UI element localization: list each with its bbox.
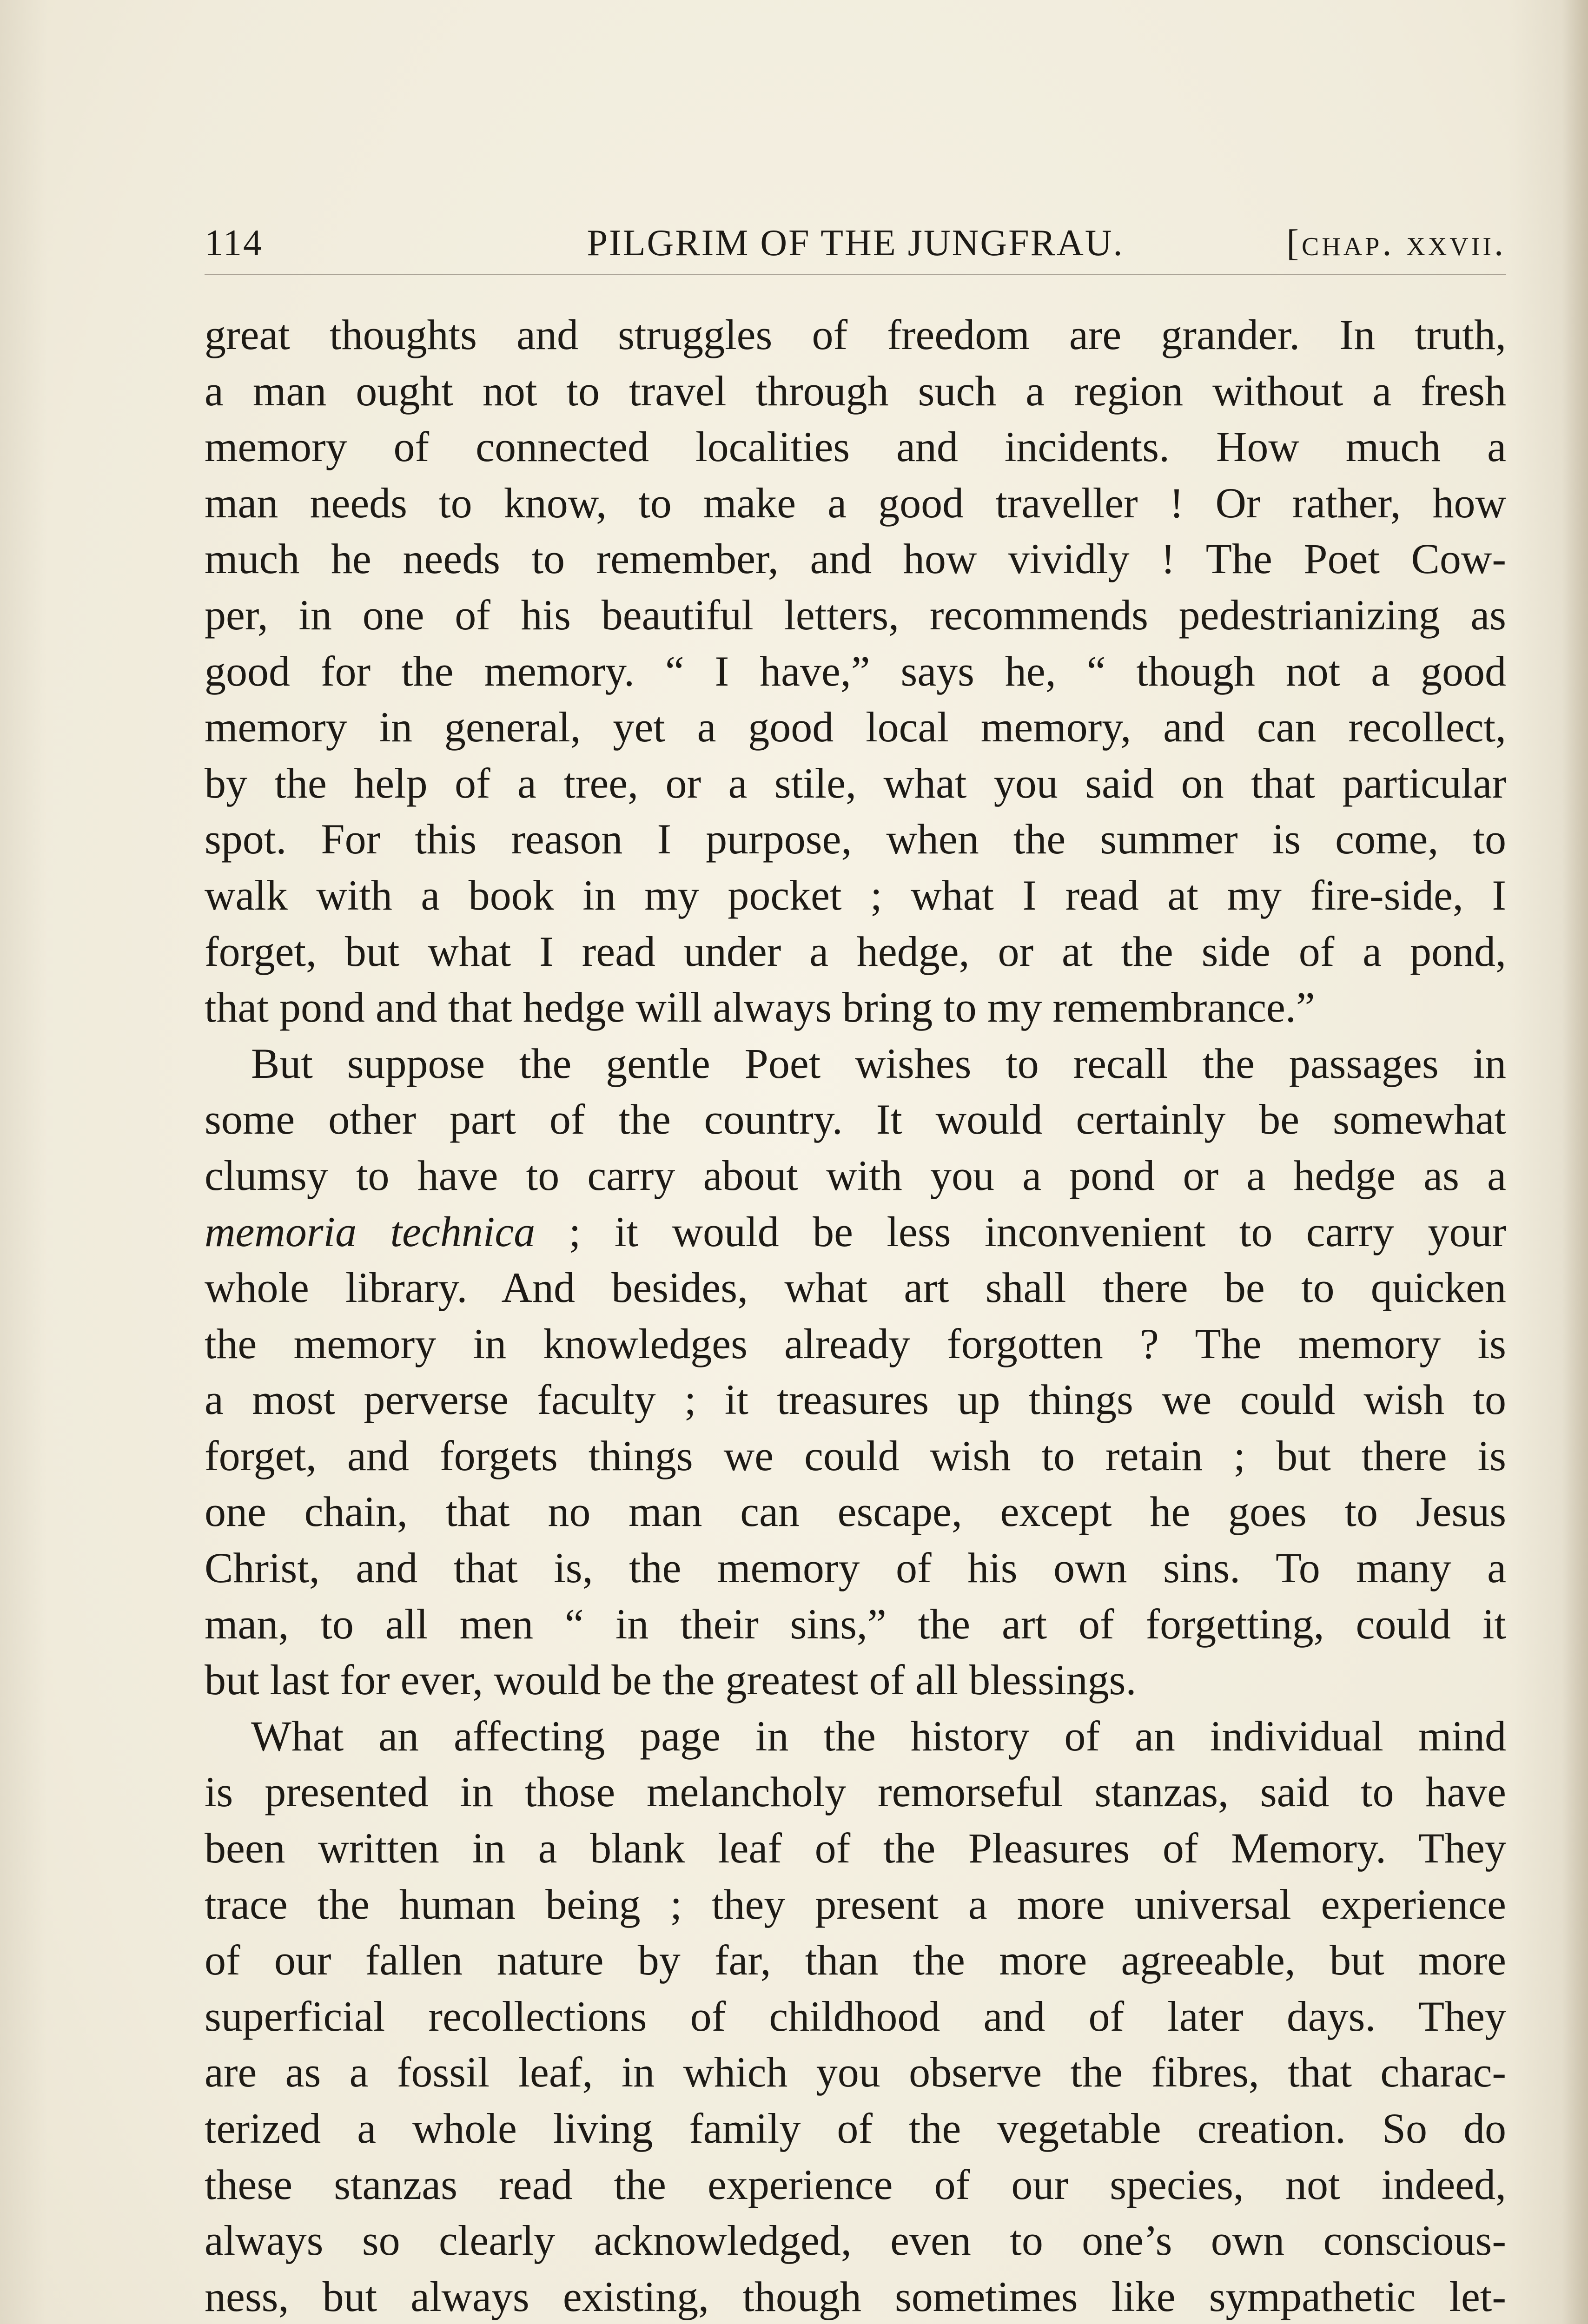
text-line: a most perverse faculty ; it treasures up things we could wish to: [205, 1376, 1506, 1424]
text-line: of our fallen nature by far, than the more agreeable, but more: [205, 1936, 1506, 1984]
book-title: PILGRIM OF THE JUNGFRAU.: [587, 223, 1124, 264]
text-line: that pond and that hedge will always bring to my remembrance.”: [205, 984, 1315, 1031]
text-line: forget, and forgets things we could wish to retain ; but there is: [205, 1432, 1506, 1479]
page-number: 114: [205, 223, 264, 264]
text-line: ness, but always existing, though sometimes like sympathetic let-: [205, 2272, 1506, 2320]
text-line: What an affecting page in the history of an individual mind: [251, 1712, 1506, 1760]
text-line: is presented in those melancholy remorseful stanzas, said to have: [205, 1768, 1506, 1816]
running-head: [205, 222, 1506, 269]
header-rule: [205, 274, 1506, 275]
paragraph: [205, 1036, 1506, 1708]
text-line: always so clearly acknowledged, even to one’s own conscious-: [205, 2217, 1506, 2265]
text-line: superficial recollections of childhood and of later days. They: [205, 1992, 1506, 2040]
text-line: but last for ever, would be the greatest of all blessings.: [205, 1656, 1137, 1704]
text-line: a man ought not to travel through such a region without a fresh: [205, 367, 1506, 415]
text-line: much he needs to remember, and how vividly ! The Poet Cow-: [205, 535, 1506, 583]
page-edge-shadow: [1562, 0, 1588, 2324]
chapter-reference: [chap. xxvii.: [1286, 223, 1506, 264]
text-line: great thoughts and struggles of freedom are grander. In truth,: [205, 311, 1506, 358]
text-line: memoria technica ; it would be less inconvenient to carry your: [205, 1208, 1506, 1255]
text-line: terized a whole living family of the vegetable creation. So do: [205, 2105, 1506, 2152]
text-line: memory of connected localities and incidents. How much a: [205, 423, 1506, 471]
text-line: whole library. And besides, what art shall there be to quicken: [205, 1264, 1506, 1312]
text-line: man, to all men “ in their sins,” the art of forgetting, could it: [205, 1600, 1506, 1648]
text-line: some other part of the country. It would certainly be somewhat: [205, 1096, 1506, 1143]
text-line: by the help of a tree, or a stile, what you said on that particular: [205, 759, 1506, 807]
text-line: memory in general, yet a good local memory, and can recollect,: [205, 703, 1506, 751]
text-line: good for the memory. “ I have,” says he, “ though not a good: [205, 647, 1506, 695]
body-text: [205, 307, 1506, 2324]
text-line: Christ, and that is, the memory of his own sins. To many a: [205, 1544, 1506, 1592]
paragraph: [205, 307, 1506, 1036]
text-line: trace the human being ; they present a more universal experience: [205, 1880, 1506, 1928]
text-line: these stanzas read the experience of our species, not indeed,: [205, 2160, 1506, 2208]
text-line: per, in one of his beautiful letters, recommends pedestrianizing as: [205, 591, 1506, 639]
italic-phrase: memoria technica: [205, 1208, 536, 1255]
text-line: the memory in knowledges already forgotten ? The memory is: [205, 1320, 1506, 1367]
text-line: are as a fossil leaf, in which you observe the fibres, that charac-: [205, 2048, 1506, 2096]
paragraph: [205, 1708, 1506, 2324]
text-line: man needs to know, to make a good traveller ! Or rather, how: [205, 479, 1506, 527]
text-line: one chain, that no man can escape, except he goes to Jesus: [205, 1488, 1506, 1536]
text-line: forget, but what I read under a hedge, or at the side of a pond,: [205, 927, 1506, 975]
text-line: But suppose the gentle Poet wishes to recall the passages in: [251, 1039, 1506, 1087]
text-line: spot. For this reason I purpose, when the summer is come, to: [205, 815, 1506, 863]
text-line: been written in a blank leaf of the Pleasures of Memory. They: [205, 1824, 1506, 1872]
text-line: walk with a book in my pocket ; what I read at my fire-side, I: [205, 871, 1506, 919]
text-line: clumsy to have to carry about with you a pond or a hedge as a: [205, 1151, 1506, 1199]
